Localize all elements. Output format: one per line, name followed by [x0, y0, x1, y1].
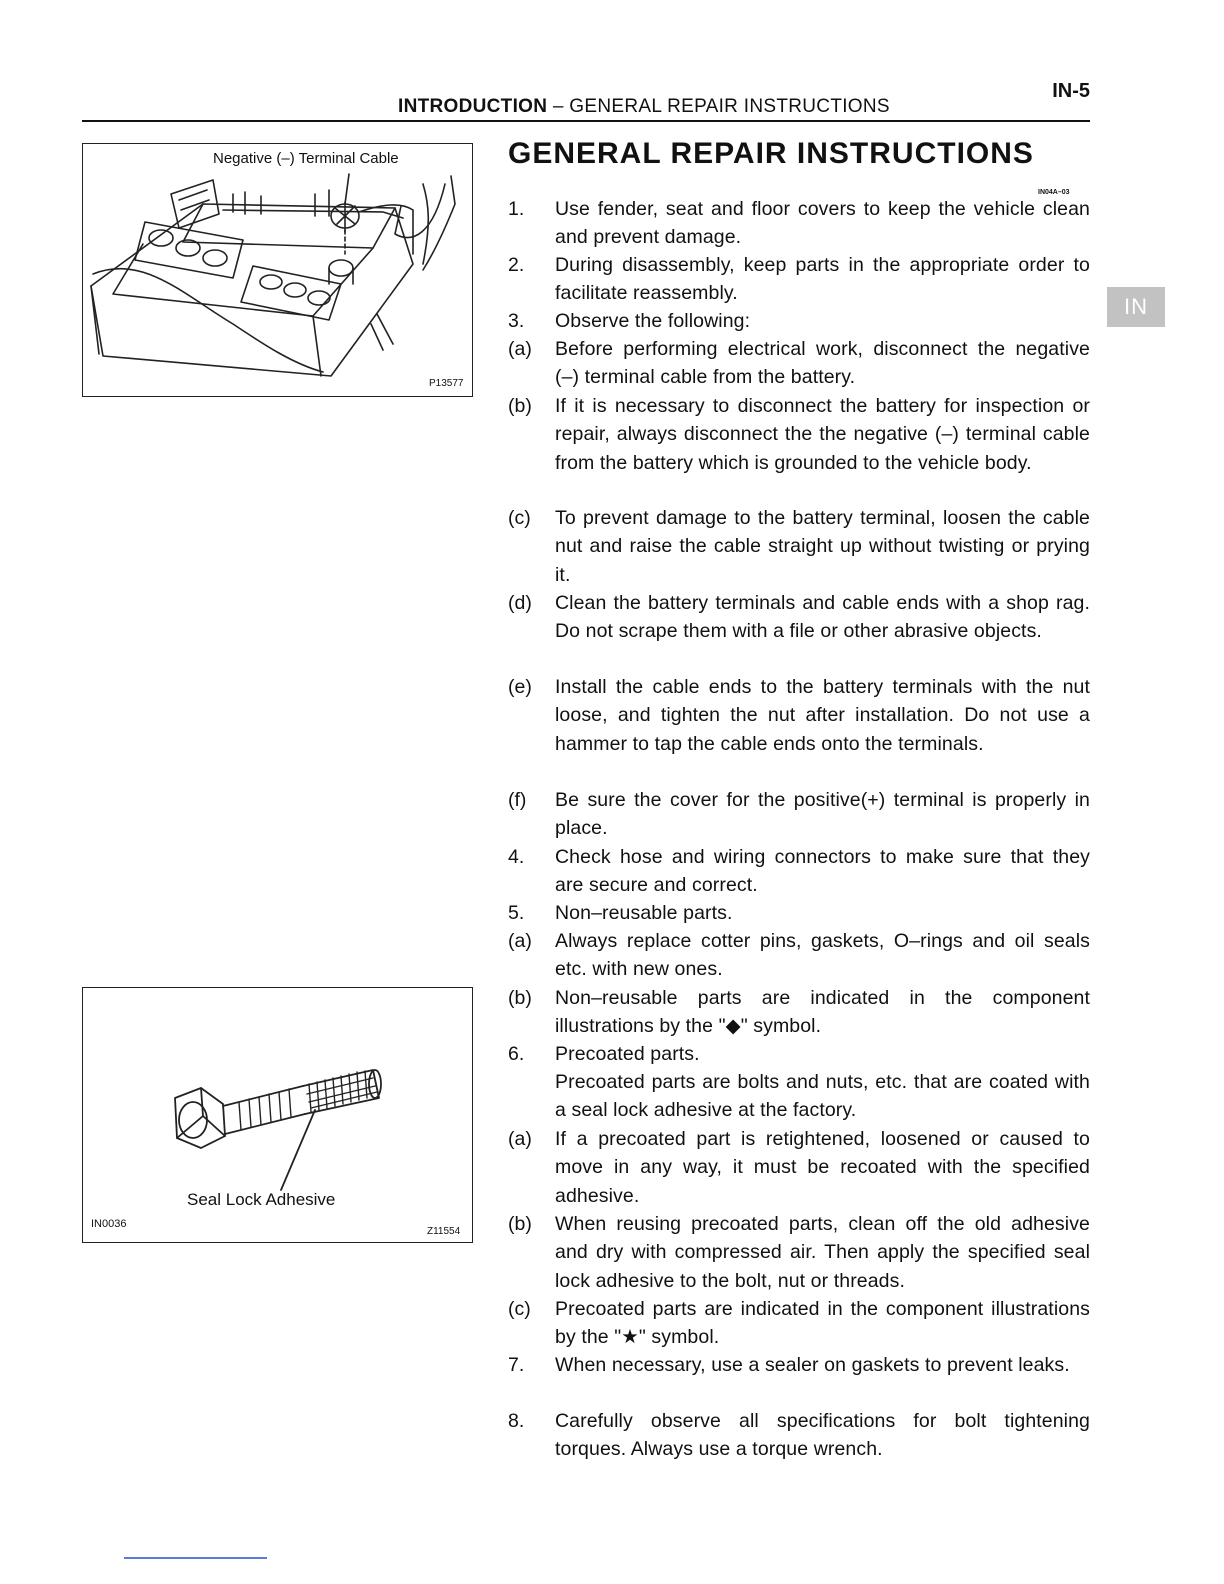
item-text: When reusing precoated parts, clean off the old adhesive and dry with compressed air. Then apply the specified seal lock adhesive to the bolt, nut or threads.	[555, 1213, 1090, 1292]
list-item	[508, 984, 1090, 1041]
list-item	[508, 1068, 1090, 1125]
section-tab: IN	[1107, 287, 1165, 327]
list-item	[508, 1125, 1090, 1210]
list-item	[508, 786, 1090, 843]
figure-code-left: IN0036	[91, 1218, 127, 1230]
list-item	[508, 927, 1090, 984]
item-text: Non–reusable parts are indicated in the component illustrations by the "◆" symbol.	[555, 987, 1090, 1038]
list-item	[508, 1295, 1090, 1352]
page-number: IN-5	[1052, 80, 1090, 102]
document-code: IN04A–03	[1038, 189, 1070, 196]
bottom-underline	[124, 1557, 267, 1559]
item-label: (e)	[508, 676, 532, 698]
list-item	[508, 1210, 1090, 1295]
item-text: If a precoated part is retightened, loosened or caused to move in any way, it must be recoated with the specified adhesive.	[555, 1128, 1090, 1207]
list-item	[508, 195, 1090, 252]
item-label: 1.	[508, 198, 525, 220]
list-item	[508, 673, 1090, 758]
item-text: To prevent damage to the battery terminal, loosen the cable nut and raise the cable straight up without twisting or prying it.	[555, 507, 1090, 586]
item-label: (d)	[508, 592, 532, 614]
list-item	[508, 392, 1090, 477]
header-subsection: – GENERAL REPAIR INSTRUCTIONS	[547, 96, 890, 117]
header-section: INTRODUCTION	[398, 96, 548, 117]
item-text: Always replace cotter pins, gaskets, O–rings and oil seals etc. with new ones.	[555, 930, 1090, 981]
list-item	[508, 589, 1090, 646]
item-text: If it is necessary to disconnect the battery for inspection or repair, always disconnect the the negative (–) terminal cable from the battery which is grounded to the vehicle body.	[555, 395, 1090, 474]
item-label: (a)	[508, 930, 532, 952]
page-title: GENERAL REPAIR INSTRUCTIONS	[508, 137, 1034, 170]
item-label: (b)	[508, 395, 532, 417]
list-item	[508, 251, 1090, 308]
battery-illustration	[83, 144, 473, 397]
list-item	[508, 1351, 1090, 1379]
list-item	[508, 335, 1090, 392]
item-text: Before performing electrical work, disconnect the negative (–) terminal cable from the battery.	[555, 338, 1090, 389]
item-text: When necessary, use a sealer on gaskets to prevent leaks.	[555, 1354, 1070, 1376]
item-label: (c)	[508, 507, 531, 529]
item-text: During disassembly, keep parts in the appropriate order to facilitate reassembly.	[555, 254, 1090, 305]
item-label: (a)	[508, 338, 532, 360]
figure-title: Negative (–) Terminal Cable	[213, 150, 399, 167]
list-item	[508, 504, 1090, 589]
item-text: Carefully observe all specifications for bolt tightening torques. Always use a torque wrench.	[555, 1410, 1090, 1461]
item-text: Precoated parts.	[555, 1043, 700, 1065]
item-text: Precoated parts are bolts and nuts, etc. that are coated with a seal lock adhesive at the factory.	[555, 1071, 1090, 1122]
item-label: (b)	[508, 1213, 532, 1235]
item-text: Precoated parts are indicated in the component illustrations by the "★" symbol.	[555, 1298, 1090, 1349]
item-text: Observe the following:	[555, 310, 751, 332]
figure-seal-lock-bolt	[82, 987, 473, 1243]
item-label: 4.	[508, 846, 525, 868]
item-label: (f)	[508, 789, 527, 811]
figure-title: Seal Lock Adhesive	[187, 1190, 336, 1209]
item-text: Check hose and wiring connectors to make sure that they are secure and correct.	[555, 846, 1090, 897]
item-text: Use fender, seat and floor covers to keep the vehicle clean and prevent damage.	[555, 198, 1090, 249]
figure-code-right: Z11554	[427, 1226, 461, 1237]
item-text: Non–reusable parts.	[555, 902, 733, 924]
item-label: 3.	[508, 310, 525, 332]
item-label: (b)	[508, 987, 532, 1009]
item-label: 8.	[508, 1410, 525, 1432]
figure-battery-terminal	[82, 143, 473, 397]
item-text: Clean the battery terminals and cable ends with a shop rag. Do not scrape them with a file or other abrasive objects.	[555, 592, 1090, 643]
item-label: 6.	[508, 1043, 525, 1065]
item-label: (c)	[508, 1298, 531, 1320]
item-label: (a)	[508, 1128, 532, 1150]
item-label: 7.	[508, 1354, 525, 1376]
list-item	[508, 843, 1090, 900]
item-label: 5.	[508, 902, 525, 924]
list-item	[508, 307, 1090, 335]
header-line	[398, 96, 890, 118]
figure-code: P13577	[429, 378, 464, 389]
item-text: Be sure the cover for the positive(+) terminal is properly in place.	[555, 789, 1090, 840]
item-label: 2.	[508, 254, 525, 276]
list-item	[508, 899, 1090, 927]
header-rule	[82, 120, 1090, 122]
item-text: Install the cable ends to the battery terminals with the nut loose, and tighten the nut after installation. Do not use a hammer to tap the cable ends onto the terminals.	[555, 676, 1090, 755]
page-header	[82, 78, 1090, 122]
list-item	[508, 1407, 1090, 1464]
list-item	[508, 1040, 1090, 1068]
